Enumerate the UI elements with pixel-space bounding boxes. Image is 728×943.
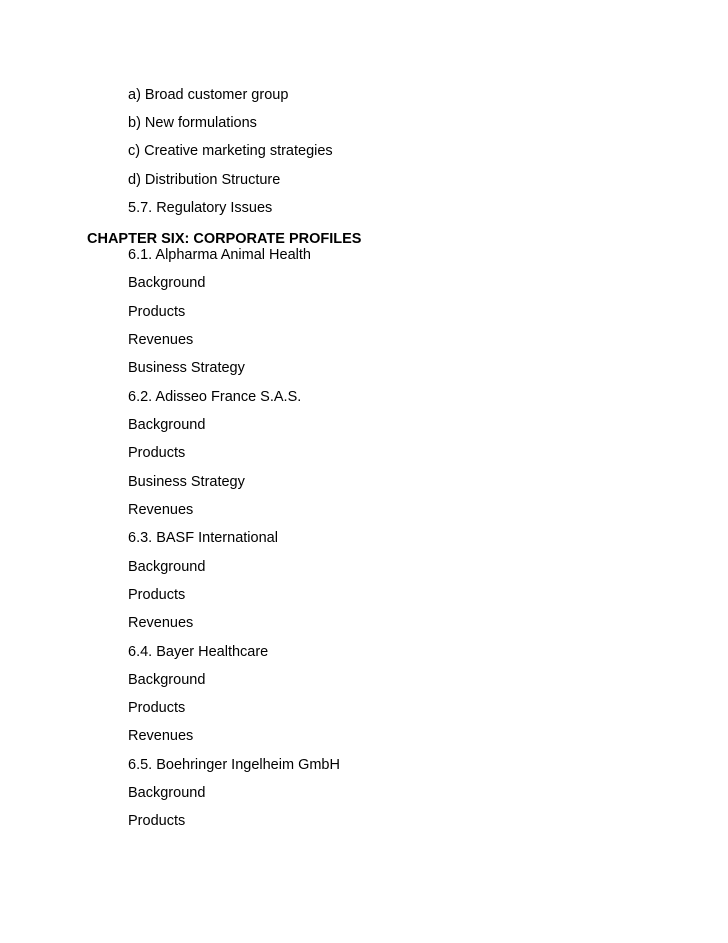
toc-item: Products xyxy=(128,813,186,829)
chapter-heading: CHAPTER SIX: CORPORATE PROFILES xyxy=(87,231,362,247)
toc-item: Products xyxy=(128,445,186,461)
toc-item: Background xyxy=(128,785,206,801)
toc-item: Revenues xyxy=(128,728,194,744)
toc-section-item: 5.7. Regulatory Issues xyxy=(128,200,273,216)
toc-section-item: 6.5. Boehringer Ingelheim GmbH xyxy=(128,757,340,773)
toc-item: Business Strategy xyxy=(128,360,245,376)
toc-item: Revenues xyxy=(128,615,194,631)
toc-section-item: 6.3. BASF International xyxy=(128,530,278,546)
toc-item: c) Creative marketing strategies xyxy=(128,143,333,159)
toc-item: Background xyxy=(128,559,206,575)
toc-item: Revenues xyxy=(128,332,194,348)
toc-section-item: 6.4. Bayer Healthcare xyxy=(128,644,269,660)
toc-item: Background xyxy=(128,672,206,688)
toc-item: Products xyxy=(128,587,186,603)
toc-item: Business Strategy xyxy=(128,474,245,490)
toc-item: a) Broad customer group xyxy=(128,87,289,103)
toc-item: Products xyxy=(128,304,186,320)
toc-section-item: 6.2. Adisseo France S.A.S. xyxy=(128,389,302,405)
toc-item: d) Distribution Structure xyxy=(128,172,281,188)
toc-item: b) New formulations xyxy=(128,115,257,131)
toc-item: Products xyxy=(128,700,186,716)
toc-item: Background xyxy=(128,275,206,291)
toc-item: Revenues xyxy=(128,502,194,518)
toc-section-item: 6.1. Alpharma Animal Health xyxy=(128,247,311,263)
toc-item: Background xyxy=(128,417,206,433)
